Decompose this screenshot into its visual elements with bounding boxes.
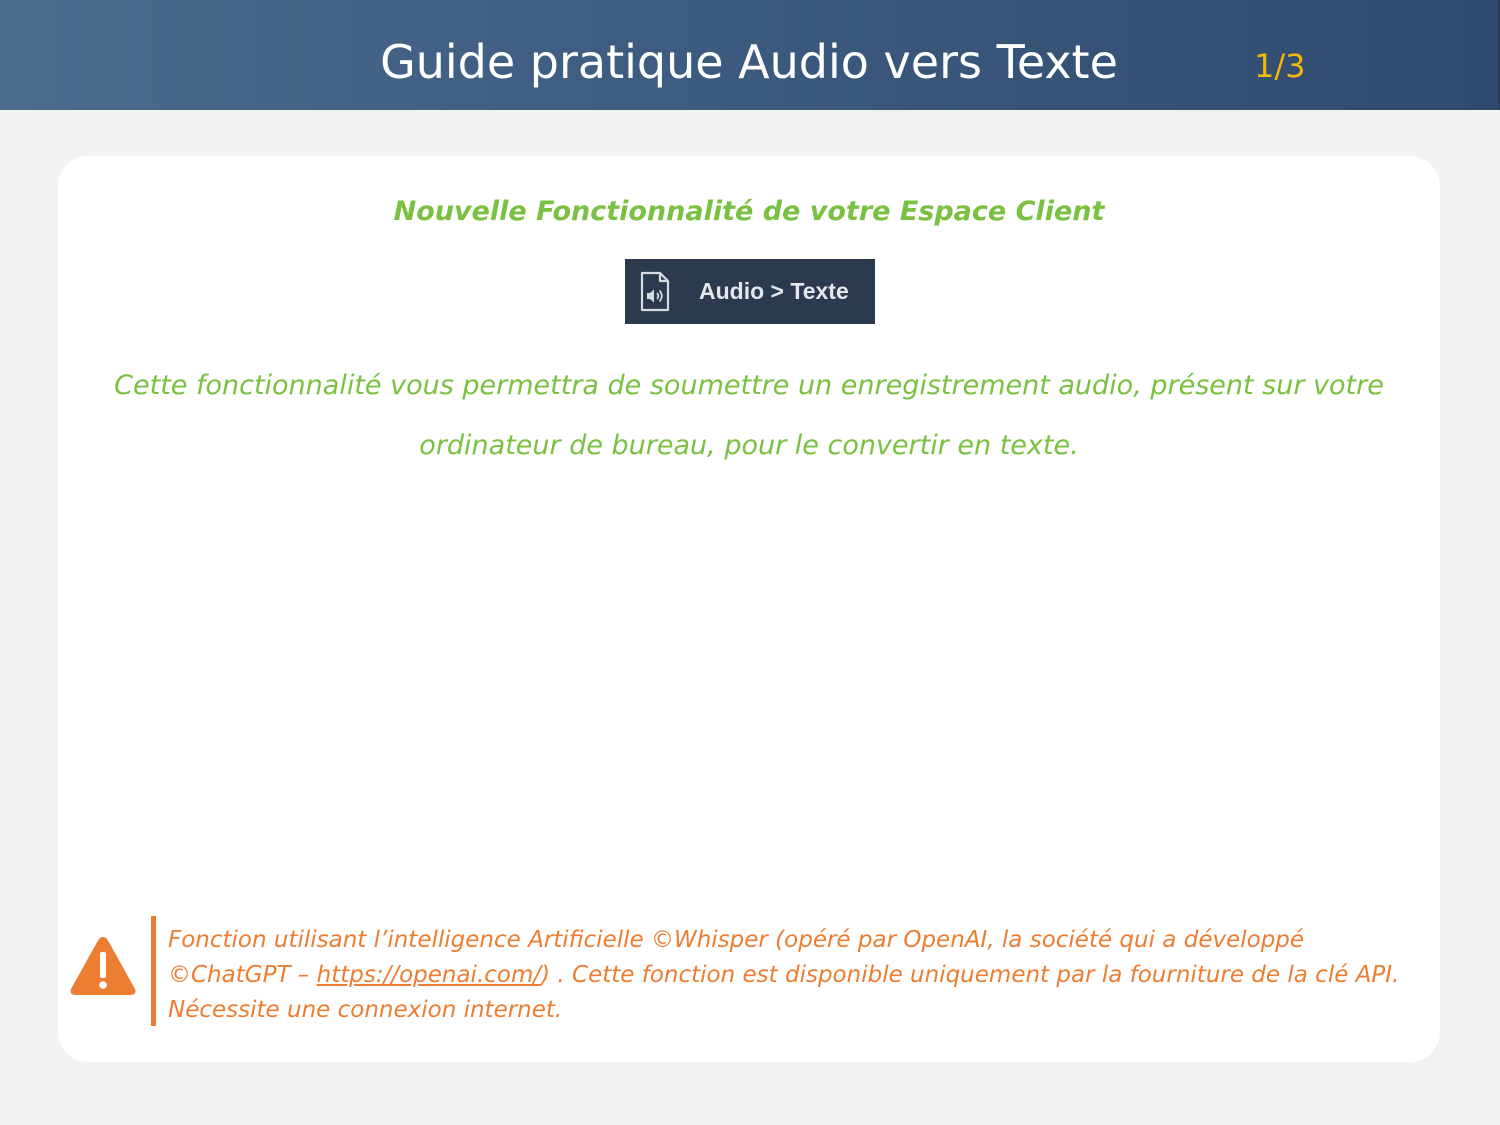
warning-divider — [151, 916, 156, 1026]
warning-text-end: ) . Cette fonction est disponible uniquement par la fourniture de la clé API. Nécessite une connexion internet. — [168, 962, 1400, 1023]
page-indicator: 1/3 — [1254, 47, 1306, 85]
page-title: Guide pratique Audio vers Texte — [380, 35, 1118, 89]
warning-text — [168, 923, 1408, 1028]
openai-link[interactable]: https://openai.com/ — [316, 962, 542, 988]
audio-to-text-button[interactable] — [625, 259, 875, 324]
audio-file-icon — [639, 271, 671, 313]
header-bar — [0, 0, 1500, 110]
feature-subtitle: Nouvelle Fonctionnalité de votre Espace Client — [393, 196, 1105, 227]
feature-description: Cette fonctionnalité vous permettra de soumettre un enregistrement audio, présent sur votre ordinateur de bureau, pour le convertir en texte. — [114, 370, 1384, 461]
content-card — [58, 156, 1440, 1062]
warning-text-start: Fonction utilisant l’intelligence Artificielle ©Whisper (opéré par OpenAI, la société qui a développé ©ChatGPT – — [168, 927, 1305, 988]
warning-icon — [68, 934, 138, 998]
audio-to-text-label: Audio > Texte — [699, 278, 849, 304]
